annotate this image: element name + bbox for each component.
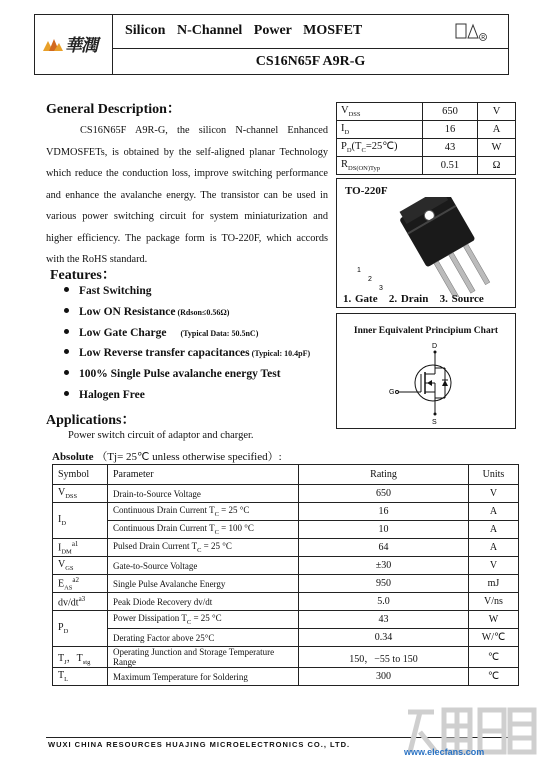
- logo-text: 華潤: [65, 36, 97, 55]
- document-title: Silicon N-Channel Power MOSFET: [125, 23, 363, 38]
- rating-unit: A: [469, 503, 519, 521]
- rating-parameter: Pulsed Drain Current $T_C = 25$ °C: [108, 539, 299, 557]
- rating-value: 16: [299, 503, 469, 521]
- bullet-icon: [64, 349, 69, 354]
- rating-symbol: $I_{DM}^{a1}$: [53, 539, 108, 557]
- pin-2-number: 2: [368, 276, 372, 283]
- spec-row: [337, 103, 516, 121]
- logo-cell: [35, 15, 113, 74]
- rating-symbol: $V_{GS}$: [53, 557, 108, 575]
- certification-mark-icon: [454, 21, 488, 43]
- rating-unit: W: [469, 611, 519, 629]
- absolute-ratings-table: [52, 464, 519, 686]
- source-label: S: [432, 419, 437, 426]
- part-number: CS16N65F A9R-G: [255, 54, 366, 69]
- spec-symbol: $P_D(T_C=25℃)$: [337, 139, 423, 157]
- feature-item: [64, 368, 310, 389]
- rating-symbol: $T_J$，$T_{stg}$: [53, 647, 108, 668]
- bullet-icon: [64, 329, 69, 334]
- rating-value: 5.0: [299, 593, 469, 611]
- table-row: [53, 593, 519, 611]
- spec-unit: W: [477, 139, 515, 157]
- rating-value: 0.34: [299, 629, 469, 647]
- spec-row: [337, 157, 516, 175]
- rating-parameter: Continuous Drain Current $T_C = 25$ °C: [108, 503, 299, 521]
- spec-value: 650: [423, 103, 478, 121]
- feature-item: [64, 389, 310, 410]
- spec-unit: Ω: [477, 157, 515, 175]
- title-row: [113, 15, 508, 49]
- feature-item: [64, 285, 310, 306]
- table-header-row: [53, 465, 519, 485]
- absolute-label: Absolute: [52, 451, 94, 463]
- feature-detail: (Typical Data: 50.5nC): [180, 328, 259, 338]
- bullet-icon: [64, 308, 69, 313]
- table-row: [53, 557, 519, 575]
- table-row: [53, 668, 519, 686]
- rating-symbol: $T_L$: [53, 668, 108, 686]
- package-box: [336, 178, 516, 308]
- table-row: [53, 485, 519, 503]
- rating-parameter: Power Dissipation $T_C = 25$ °C: [108, 611, 299, 629]
- header-symbol: Symbol: [53, 465, 108, 485]
- bullet-icon: [64, 287, 69, 292]
- feature-detail: (Rdson≤0.56Ω): [177, 307, 230, 317]
- rating-value: 150，−55 to 150: [299, 647, 469, 668]
- applications-heading: Applications：: [46, 413, 136, 428]
- rating-unit: W/℃: [469, 629, 519, 647]
- table-row: [53, 521, 519, 539]
- rating-value: 43: [299, 611, 469, 629]
- rating-unit: ℃: [469, 647, 519, 668]
- bullet-icon: [64, 370, 69, 375]
- absolute-condition: （Tj= 25℃ unless otherwise specified）:: [96, 451, 282, 463]
- header-units: Units: [469, 465, 519, 485]
- bullet-icon: [64, 391, 69, 396]
- rating-unit: mJ: [469, 575, 519, 593]
- rating-symbol: $E_{AS}^{a2}$: [53, 575, 108, 593]
- rating-parameter: Single Pulse Avalanche Energy: [108, 575, 299, 593]
- general-description-heading: General Description：: [46, 102, 181, 117]
- spec-value: 16: [423, 121, 478, 139]
- rating-value: ±30: [299, 557, 469, 575]
- package-title: TO-220F: [345, 185, 388, 197]
- absolute-ratings-title: [52, 448, 282, 464]
- spec-value: 43: [423, 139, 478, 157]
- rating-parameter: Drain-to-Source Voltage: [108, 485, 299, 503]
- feature-item: [64, 327, 310, 348]
- applications-text: Power switch circuit of adaptor and charger.: [68, 430, 254, 441]
- feature-detail: (Typical: 10.4pF): [251, 349, 311, 359]
- rating-unit: ℃: [469, 668, 519, 686]
- feature-text: Low Gate Charge: [79, 326, 167, 339]
- spec-symbol: $I_D$: [337, 121, 423, 139]
- spec-unit: A: [477, 121, 515, 139]
- rating-symbol: $I_D$: [53, 503, 108, 539]
- drain-label: D: [432, 343, 438, 350]
- rating-unit: V/ns: [469, 593, 519, 611]
- rating-symbol: $V_{DSS}$: [53, 485, 108, 503]
- general-description-body: CS16N65F A9R-G, the silicon N-channel Enhanced VDMOSFETs, is obtained by the self-aligned planar Technology which reduce the conduction loss, improve switching performance and enhance the avalanche energy. The transistor can be used in various power switching circuit for system miniaturization and higher efficiency. The package form is TO-220F, which accords with the RoHS standard.: [46, 125, 328, 265]
- gate-label: G: [389, 389, 395, 396]
- feature-text: Low Reverse transfer capacitances: [79, 347, 250, 360]
- table-row: [53, 539, 519, 557]
- table-row: [53, 503, 519, 521]
- rating-parameter: Continuous Drain Current $T_C = 100$ °C: [108, 521, 299, 539]
- rating-parameter: Derating Factor above 25°C: [108, 629, 299, 647]
- spec-row: [337, 121, 516, 139]
- rating-unit: A: [469, 539, 519, 557]
- rating-unit: V: [469, 485, 519, 503]
- svg-text:R: R: [481, 35, 486, 41]
- feature-text: Fast Switching: [79, 285, 152, 297]
- to220f-package-icon: [351, 197, 501, 297]
- rating-symbol: $dv/dt^{a3}$: [53, 593, 108, 611]
- spec-unit: V: [477, 103, 515, 121]
- rating-parameter: Maximum Temperature for Soldering: [108, 668, 299, 686]
- rating-value: 650: [299, 485, 469, 503]
- key-spec-table: [336, 102, 516, 175]
- spec-row: [337, 139, 516, 157]
- header-box: [34, 14, 509, 75]
- feature-item: [64, 306, 310, 327]
- spec-value: 0.51: [423, 157, 478, 175]
- equivalent-circuit-title: Inner Equivalent Principium Chart: [353, 326, 499, 336]
- rating-unit: V: [469, 557, 519, 575]
- header-rating: Rating: [299, 465, 469, 485]
- rating-value: 64: [299, 539, 469, 557]
- table-row: [53, 611, 519, 629]
- rating-value: 300: [299, 668, 469, 686]
- company-logo-icon: [43, 37, 63, 51]
- rating-value: 10: [299, 521, 469, 539]
- rating-parameter: Peak Diode Recovery dv/dt: [108, 593, 299, 611]
- table-row: [53, 647, 519, 668]
- rating-parameter: Operating Junction and Storage Temperature Range: [108, 647, 299, 668]
- mosfet-symbol-icon: [387, 338, 467, 426]
- spec-symbol: $V_{DSS}$: [337, 103, 423, 121]
- table-row: [53, 629, 519, 647]
- pin-3-number: 3: [379, 285, 383, 292]
- pin-1-number: 1: [357, 267, 361, 274]
- header-parameter: Parameter: [108, 465, 299, 485]
- equivalent-circuit-box: [336, 313, 516, 429]
- rating-symbol: $P_D$: [53, 611, 108, 647]
- features-list: [64, 285, 310, 410]
- feature-item: [64, 347, 310, 368]
- spec-symbol: $R_{DS(ON)Typ}$: [337, 157, 423, 175]
- package-pin-legend: 1. Gate 2. Drain 3. Source: [343, 293, 484, 305]
- table-row: [53, 575, 519, 593]
- footer-company: WUXI CHINA RESOURCES HUAJING MICROELECTRONICS CO., LTD.: [48, 740, 351, 749]
- rating-value: 950: [299, 575, 469, 593]
- feature-text: Low ON Resistance: [79, 305, 176, 318]
- features-heading: Features：: [50, 268, 116, 283]
- part-row: [113, 50, 508, 74]
- feature-text: 100% Single Pulse avalanche energy Test: [79, 368, 281, 381]
- watermark-url: www.elecfans.com: [404, 747, 485, 757]
- rating-parameter: Gate-to-Source Voltage: [108, 557, 299, 575]
- rating-unit: A: [469, 521, 519, 539]
- feature-text: Halogen Free: [79, 388, 145, 401]
- general-description-text: [46, 120, 328, 271]
